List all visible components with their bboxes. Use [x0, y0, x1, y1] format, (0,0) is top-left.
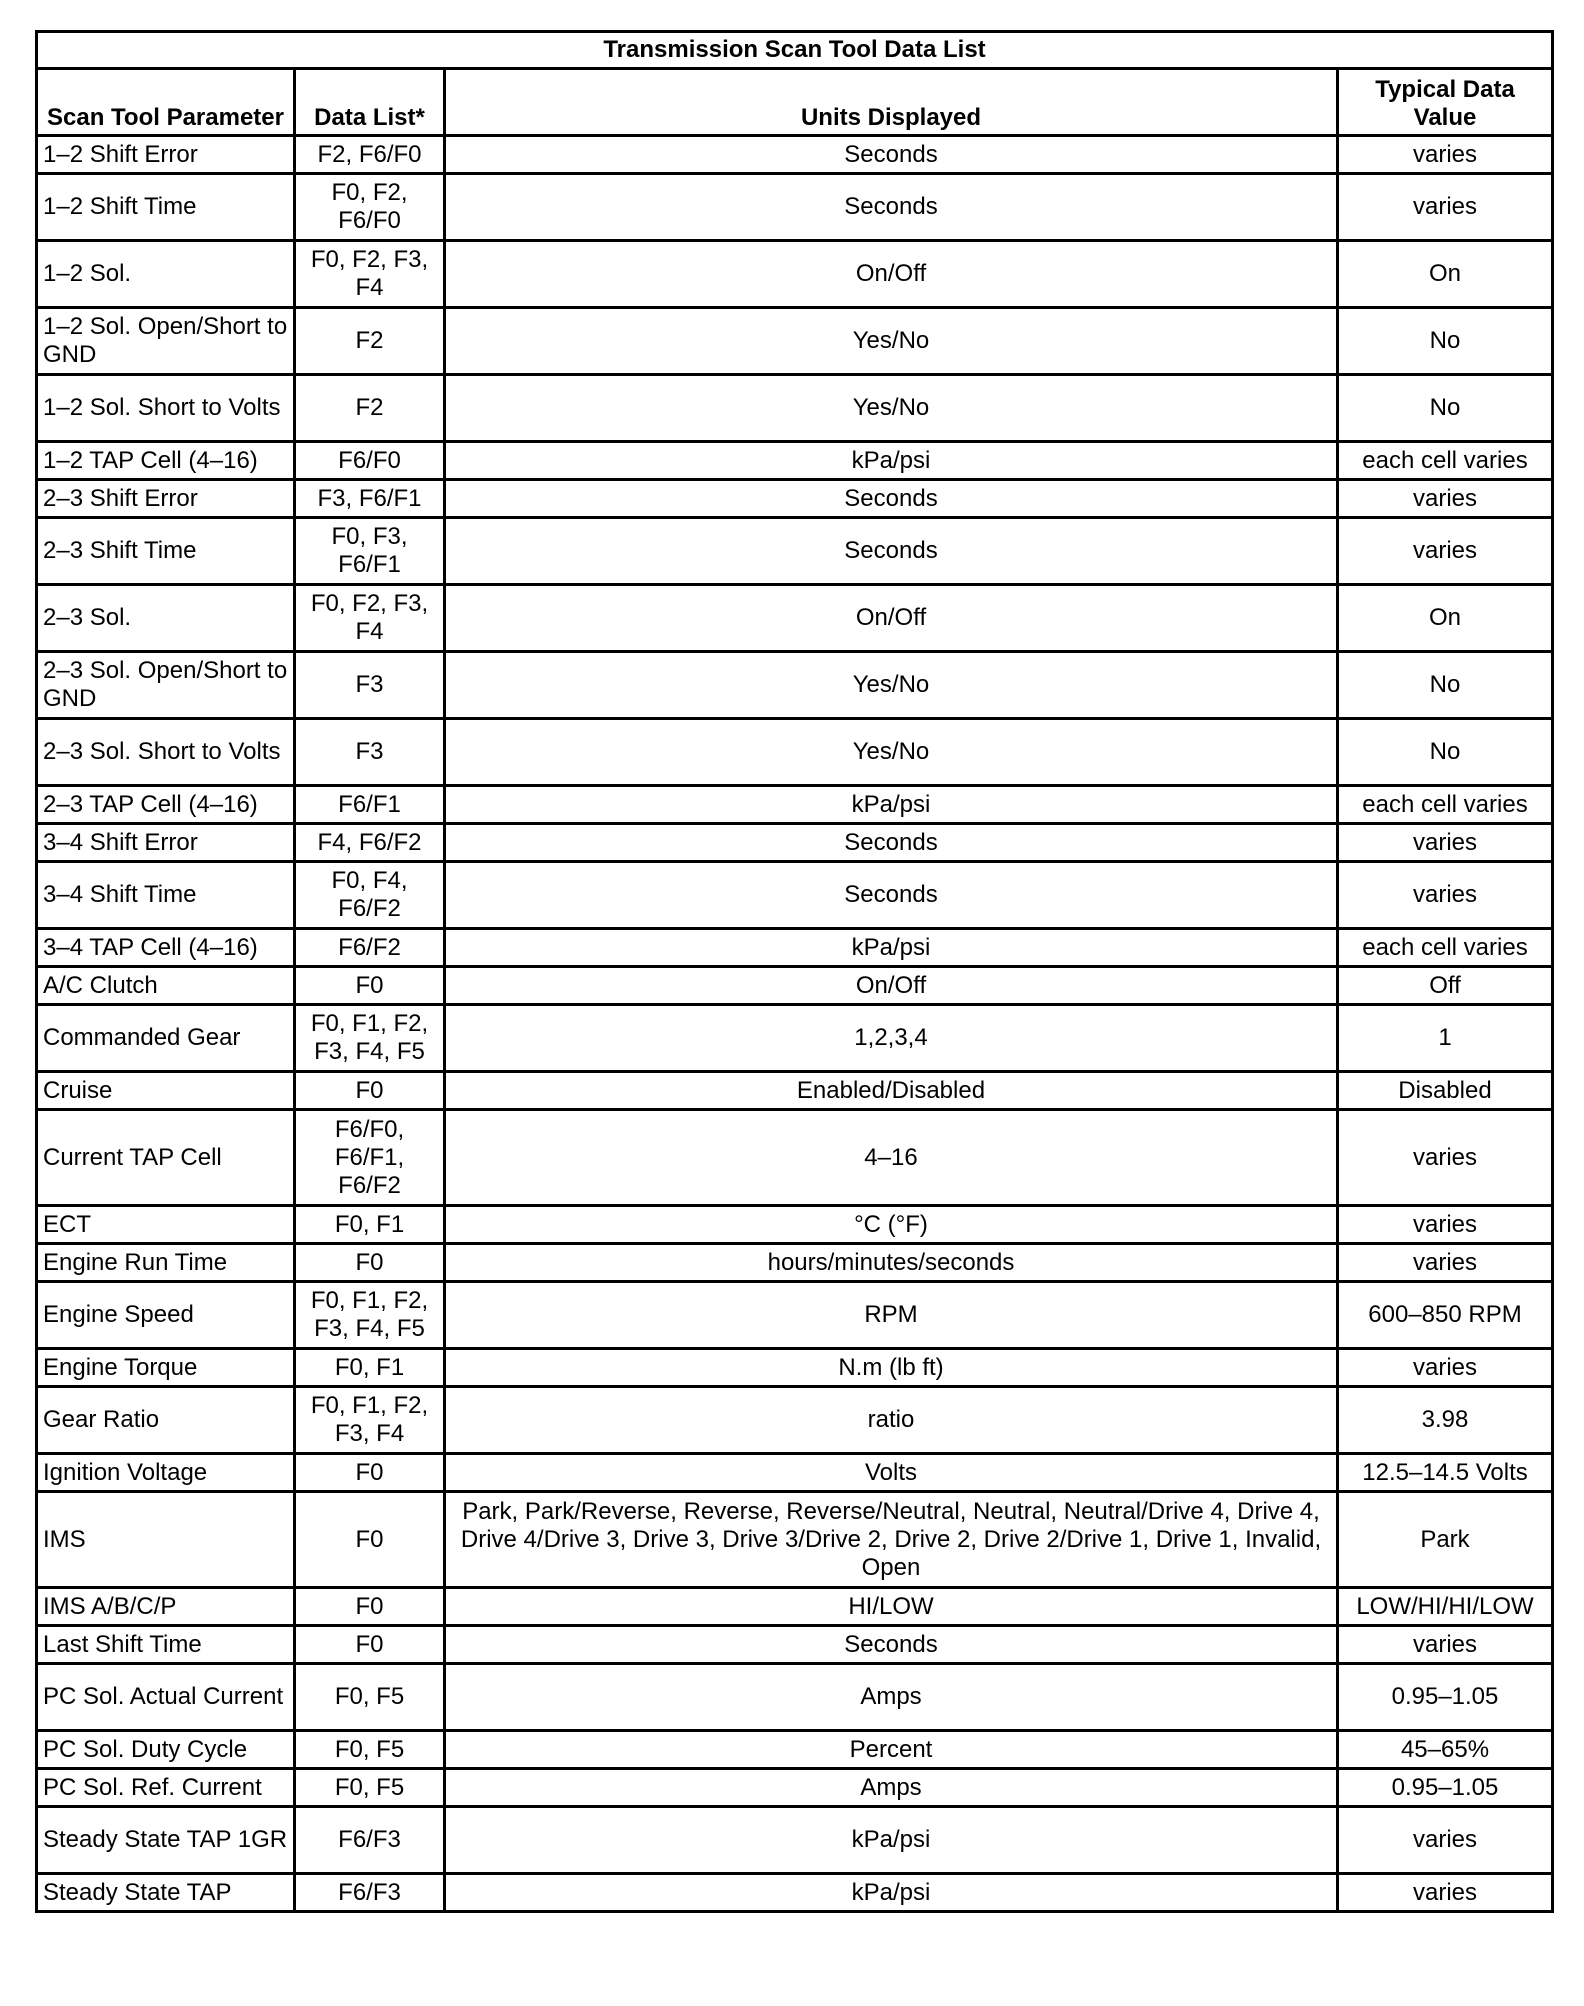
row-parameter: 1–2 Sol. Open/Short to GND	[37, 308, 295, 375]
table-row	[37, 1731, 1553, 1769]
table-row	[37, 1349, 1553, 1387]
table-row	[37, 1626, 1553, 1664]
row-data-list: F3	[295, 719, 445, 786]
table-row	[37, 1454, 1553, 1492]
row-data-list: F0, F2, F6/F0	[295, 174, 445, 241]
row-typical-value: each cell varies	[1338, 786, 1553, 824]
row-data-list: F2	[295, 375, 445, 442]
row-units: Yes/No	[445, 719, 1338, 786]
row-data-list: F3, F6/F1	[295, 480, 445, 518]
row-units: Volts	[445, 1454, 1338, 1492]
header-row	[37, 69, 1553, 136]
row-parameter: 3–4 TAP Cell (4–16)	[37, 929, 295, 967]
table-row	[37, 1072, 1553, 1110]
row-parameter: 2–3 Shift Error	[37, 480, 295, 518]
row-typical-value: 0.95–1.05	[1338, 1769, 1553, 1807]
row-parameter: Commanded Gear	[37, 1005, 295, 1072]
table-row	[37, 1206, 1553, 1244]
row-units: 4–16	[445, 1110, 1338, 1206]
table-row	[37, 1588, 1553, 1626]
row-typical-value: No	[1338, 308, 1553, 375]
row-typical-value: No	[1338, 719, 1553, 786]
row-parameter: 1–2 Shift Error	[37, 136, 295, 174]
header-typical-value: Typical Data Value	[1338, 69, 1553, 136]
row-units: Yes/No	[445, 375, 1338, 442]
table-row	[37, 1769, 1553, 1807]
row-data-list: F2	[295, 308, 445, 375]
row-typical-value: 600–850 RPM	[1338, 1282, 1553, 1349]
table-row	[37, 174, 1553, 241]
row-data-list: F6/F3	[295, 1874, 445, 1912]
row-typical-value: 0.95–1.05	[1338, 1664, 1553, 1731]
row-units: Percent	[445, 1731, 1338, 1769]
row-data-list: F0, F4, F6/F2	[295, 862, 445, 929]
row-data-list: F0, F1, F2, F3, F4	[295, 1387, 445, 1454]
table-row	[37, 442, 1553, 480]
row-units: RPM	[445, 1282, 1338, 1349]
table-row	[37, 1664, 1553, 1731]
row-typical-value: varies	[1338, 174, 1553, 241]
row-data-list: F6/F2	[295, 929, 445, 967]
row-typical-value: 3.98	[1338, 1387, 1553, 1454]
row-typical-value: No	[1338, 375, 1553, 442]
row-data-list: F0, F1	[295, 1349, 445, 1387]
row-units: On/Off	[445, 967, 1338, 1005]
row-units: kPa/psi	[445, 929, 1338, 967]
row-parameter: 2–3 Sol.	[37, 585, 295, 652]
row-parameter: 3–4 Shift Error	[37, 824, 295, 862]
table-row	[37, 824, 1553, 862]
table-row	[37, 1005, 1553, 1072]
table-row	[37, 518, 1553, 585]
row-parameter: Cruise	[37, 1072, 295, 1110]
table-title: Transmission Scan Tool Data List	[37, 32, 1553, 69]
row-units: hours/minutes/seconds	[445, 1244, 1338, 1282]
row-typical-value: 45–65%	[1338, 1731, 1553, 1769]
row-typical-value: varies	[1338, 518, 1553, 585]
row-typical-value: LOW/HI/HI/LOW	[1338, 1588, 1553, 1626]
table-row	[37, 241, 1553, 308]
row-typical-value: On	[1338, 585, 1553, 652]
row-parameter: 2–3 TAP Cell (4–16)	[37, 786, 295, 824]
row-units: Seconds	[445, 174, 1338, 241]
row-parameter: IMS	[37, 1492, 295, 1588]
row-parameter: Steady State TAP 1GR	[37, 1807, 295, 1874]
row-parameter: PC Sol. Duty Cycle	[37, 1731, 295, 1769]
row-data-list: F0	[295, 967, 445, 1005]
row-typical-value: Park	[1338, 1492, 1553, 1588]
row-parameter: 1–2 Shift Time	[37, 174, 295, 241]
row-typical-value: varies	[1338, 1874, 1553, 1912]
row-data-list: F0, F5	[295, 1664, 445, 1731]
row-units: kPa/psi	[445, 1874, 1338, 1912]
row-parameter: Gear Ratio	[37, 1387, 295, 1454]
row-units: Seconds	[445, 1626, 1338, 1664]
row-data-list: F0	[295, 1626, 445, 1664]
table-row	[37, 480, 1553, 518]
row-typical-value: varies	[1338, 1244, 1553, 1282]
table-row	[37, 929, 1553, 967]
row-units: Yes/No	[445, 308, 1338, 375]
row-data-list: F0	[295, 1454, 445, 1492]
row-data-list: F0, F5	[295, 1769, 445, 1807]
row-units: Enabled/Disabled	[445, 1072, 1338, 1110]
row-data-list: F0, F1	[295, 1206, 445, 1244]
row-typical-value: No	[1338, 652, 1553, 719]
table-row	[37, 375, 1553, 442]
row-parameter: 2–3 Sol. Open/Short to GND	[37, 652, 295, 719]
row-parameter: 1–2 Sol. Short to Volts	[37, 375, 295, 442]
row-units: Seconds	[445, 862, 1338, 929]
row-typical-value: varies	[1338, 862, 1553, 929]
table-row	[37, 1282, 1553, 1349]
row-typical-value: varies	[1338, 1349, 1553, 1387]
table-row	[37, 1110, 1553, 1206]
header-units: Units Displayed	[445, 69, 1338, 136]
row-units: Seconds	[445, 136, 1338, 174]
row-units: Park, Park/Reverse, Reverse, Reverse/Neutral, Neutral, Neutral/Drive 4, Drive 4, Drive 4/Drive 3, Drive 3, Drive 3/Drive 2, Drive 2, Drive 2/Drive 1, Drive 1, Invalid, Open	[445, 1492, 1338, 1588]
row-data-list: F6/F0	[295, 442, 445, 480]
row-parameter: Engine Speed	[37, 1282, 295, 1349]
row-units: N.m (lb ft)	[445, 1349, 1338, 1387]
row-typical-value: each cell varies	[1338, 442, 1553, 480]
row-parameter: Ignition Voltage	[37, 1454, 295, 1492]
row-parameter: Engine Torque	[37, 1349, 295, 1387]
row-units: °C (°F)	[445, 1206, 1338, 1244]
row-parameter: PC Sol. Actual Current	[37, 1664, 295, 1731]
table-row	[37, 652, 1553, 719]
row-typical-value: varies	[1338, 1206, 1553, 1244]
row-data-list: F0	[295, 1588, 445, 1626]
header-data-list: Data List*	[295, 69, 445, 136]
row-data-list: F6/F1	[295, 786, 445, 824]
row-typical-value: On	[1338, 241, 1553, 308]
row-data-list: F3	[295, 652, 445, 719]
table-row	[37, 1807, 1553, 1874]
row-data-list: F2, F6/F0	[295, 136, 445, 174]
row-units: Seconds	[445, 480, 1338, 518]
row-units: kPa/psi	[445, 1807, 1338, 1874]
row-data-list: F0, F2, F3, F4	[295, 241, 445, 308]
row-data-list: F6/F3	[295, 1807, 445, 1874]
table-row	[37, 136, 1553, 174]
row-typical-value: varies	[1338, 1807, 1553, 1874]
table-row	[37, 1492, 1553, 1588]
row-data-list: F0	[295, 1492, 445, 1588]
row-typical-value: varies	[1338, 1626, 1553, 1664]
row-parameter: Engine Run Time	[37, 1244, 295, 1282]
row-typical-value: varies	[1338, 136, 1553, 174]
row-parameter: ECT	[37, 1206, 295, 1244]
table-row	[37, 1244, 1553, 1282]
scan-tool-data-table	[35, 30, 1554, 1913]
row-units: Amps	[445, 1769, 1338, 1807]
row-typical-value: 12.5–14.5 Volts	[1338, 1454, 1553, 1492]
row-typical-value: 1	[1338, 1005, 1553, 1072]
row-units: ratio	[445, 1387, 1338, 1454]
table-row	[37, 585, 1553, 652]
row-typical-value: each cell varies	[1338, 929, 1553, 967]
row-data-list: F0, F5	[295, 1731, 445, 1769]
table-row	[37, 1387, 1553, 1454]
row-typical-value: varies	[1338, 480, 1553, 518]
row-units: On/Off	[445, 241, 1338, 308]
row-parameter: A/C Clutch	[37, 967, 295, 1005]
row-typical-value: varies	[1338, 1110, 1553, 1206]
table-row	[37, 862, 1553, 929]
row-parameter: 1–2 Sol.	[37, 241, 295, 308]
row-data-list: F0	[295, 1072, 445, 1110]
row-typical-value: varies	[1338, 824, 1553, 862]
row-parameter: 2–3 Shift Time	[37, 518, 295, 585]
row-units: 1,2,3,4	[445, 1005, 1338, 1072]
row-parameter: IMS A/B/C/P	[37, 1588, 295, 1626]
row-parameter: 2–3 Sol. Short to Volts	[37, 719, 295, 786]
row-typical-value: Off	[1338, 967, 1553, 1005]
row-parameter: PC Sol. Ref. Current	[37, 1769, 295, 1807]
table-row	[37, 308, 1553, 375]
row-parameter: 1–2 TAP Cell (4–16)	[37, 442, 295, 480]
row-units: On/Off	[445, 585, 1338, 652]
header-parameter: Scan Tool Parameter	[37, 69, 295, 136]
row-units: Seconds	[445, 824, 1338, 862]
row-data-list: F0, F2, F3, F4	[295, 585, 445, 652]
row-data-list: F0, F1, F2, F3, F4, F5	[295, 1005, 445, 1072]
table-row	[37, 786, 1553, 824]
row-units: Yes/No	[445, 652, 1338, 719]
row-data-list: F0, F1, F2, F3, F4, F5	[295, 1282, 445, 1349]
row-units: Seconds	[445, 518, 1338, 585]
row-parameter: 3–4 Shift Time	[37, 862, 295, 929]
table-row	[37, 967, 1553, 1005]
row-data-list: F0, F3, F6/F1	[295, 518, 445, 585]
row-units: kPa/psi	[445, 786, 1338, 824]
table-row	[37, 1874, 1553, 1912]
row-units: Amps	[445, 1664, 1338, 1731]
row-units: kPa/psi	[445, 442, 1338, 480]
row-typical-value: Disabled	[1338, 1072, 1553, 1110]
row-data-list: F0	[295, 1244, 445, 1282]
table-row	[37, 719, 1553, 786]
row-parameter: Current TAP Cell	[37, 1110, 295, 1206]
row-data-list: F6/F0, F6/F1, F6/F2	[295, 1110, 445, 1206]
row-parameter: Last Shift Time	[37, 1626, 295, 1664]
row-units: HI/LOW	[445, 1588, 1338, 1626]
row-data-list: F4, F6/F2	[295, 824, 445, 862]
row-parameter: Steady State TAP	[37, 1874, 295, 1912]
